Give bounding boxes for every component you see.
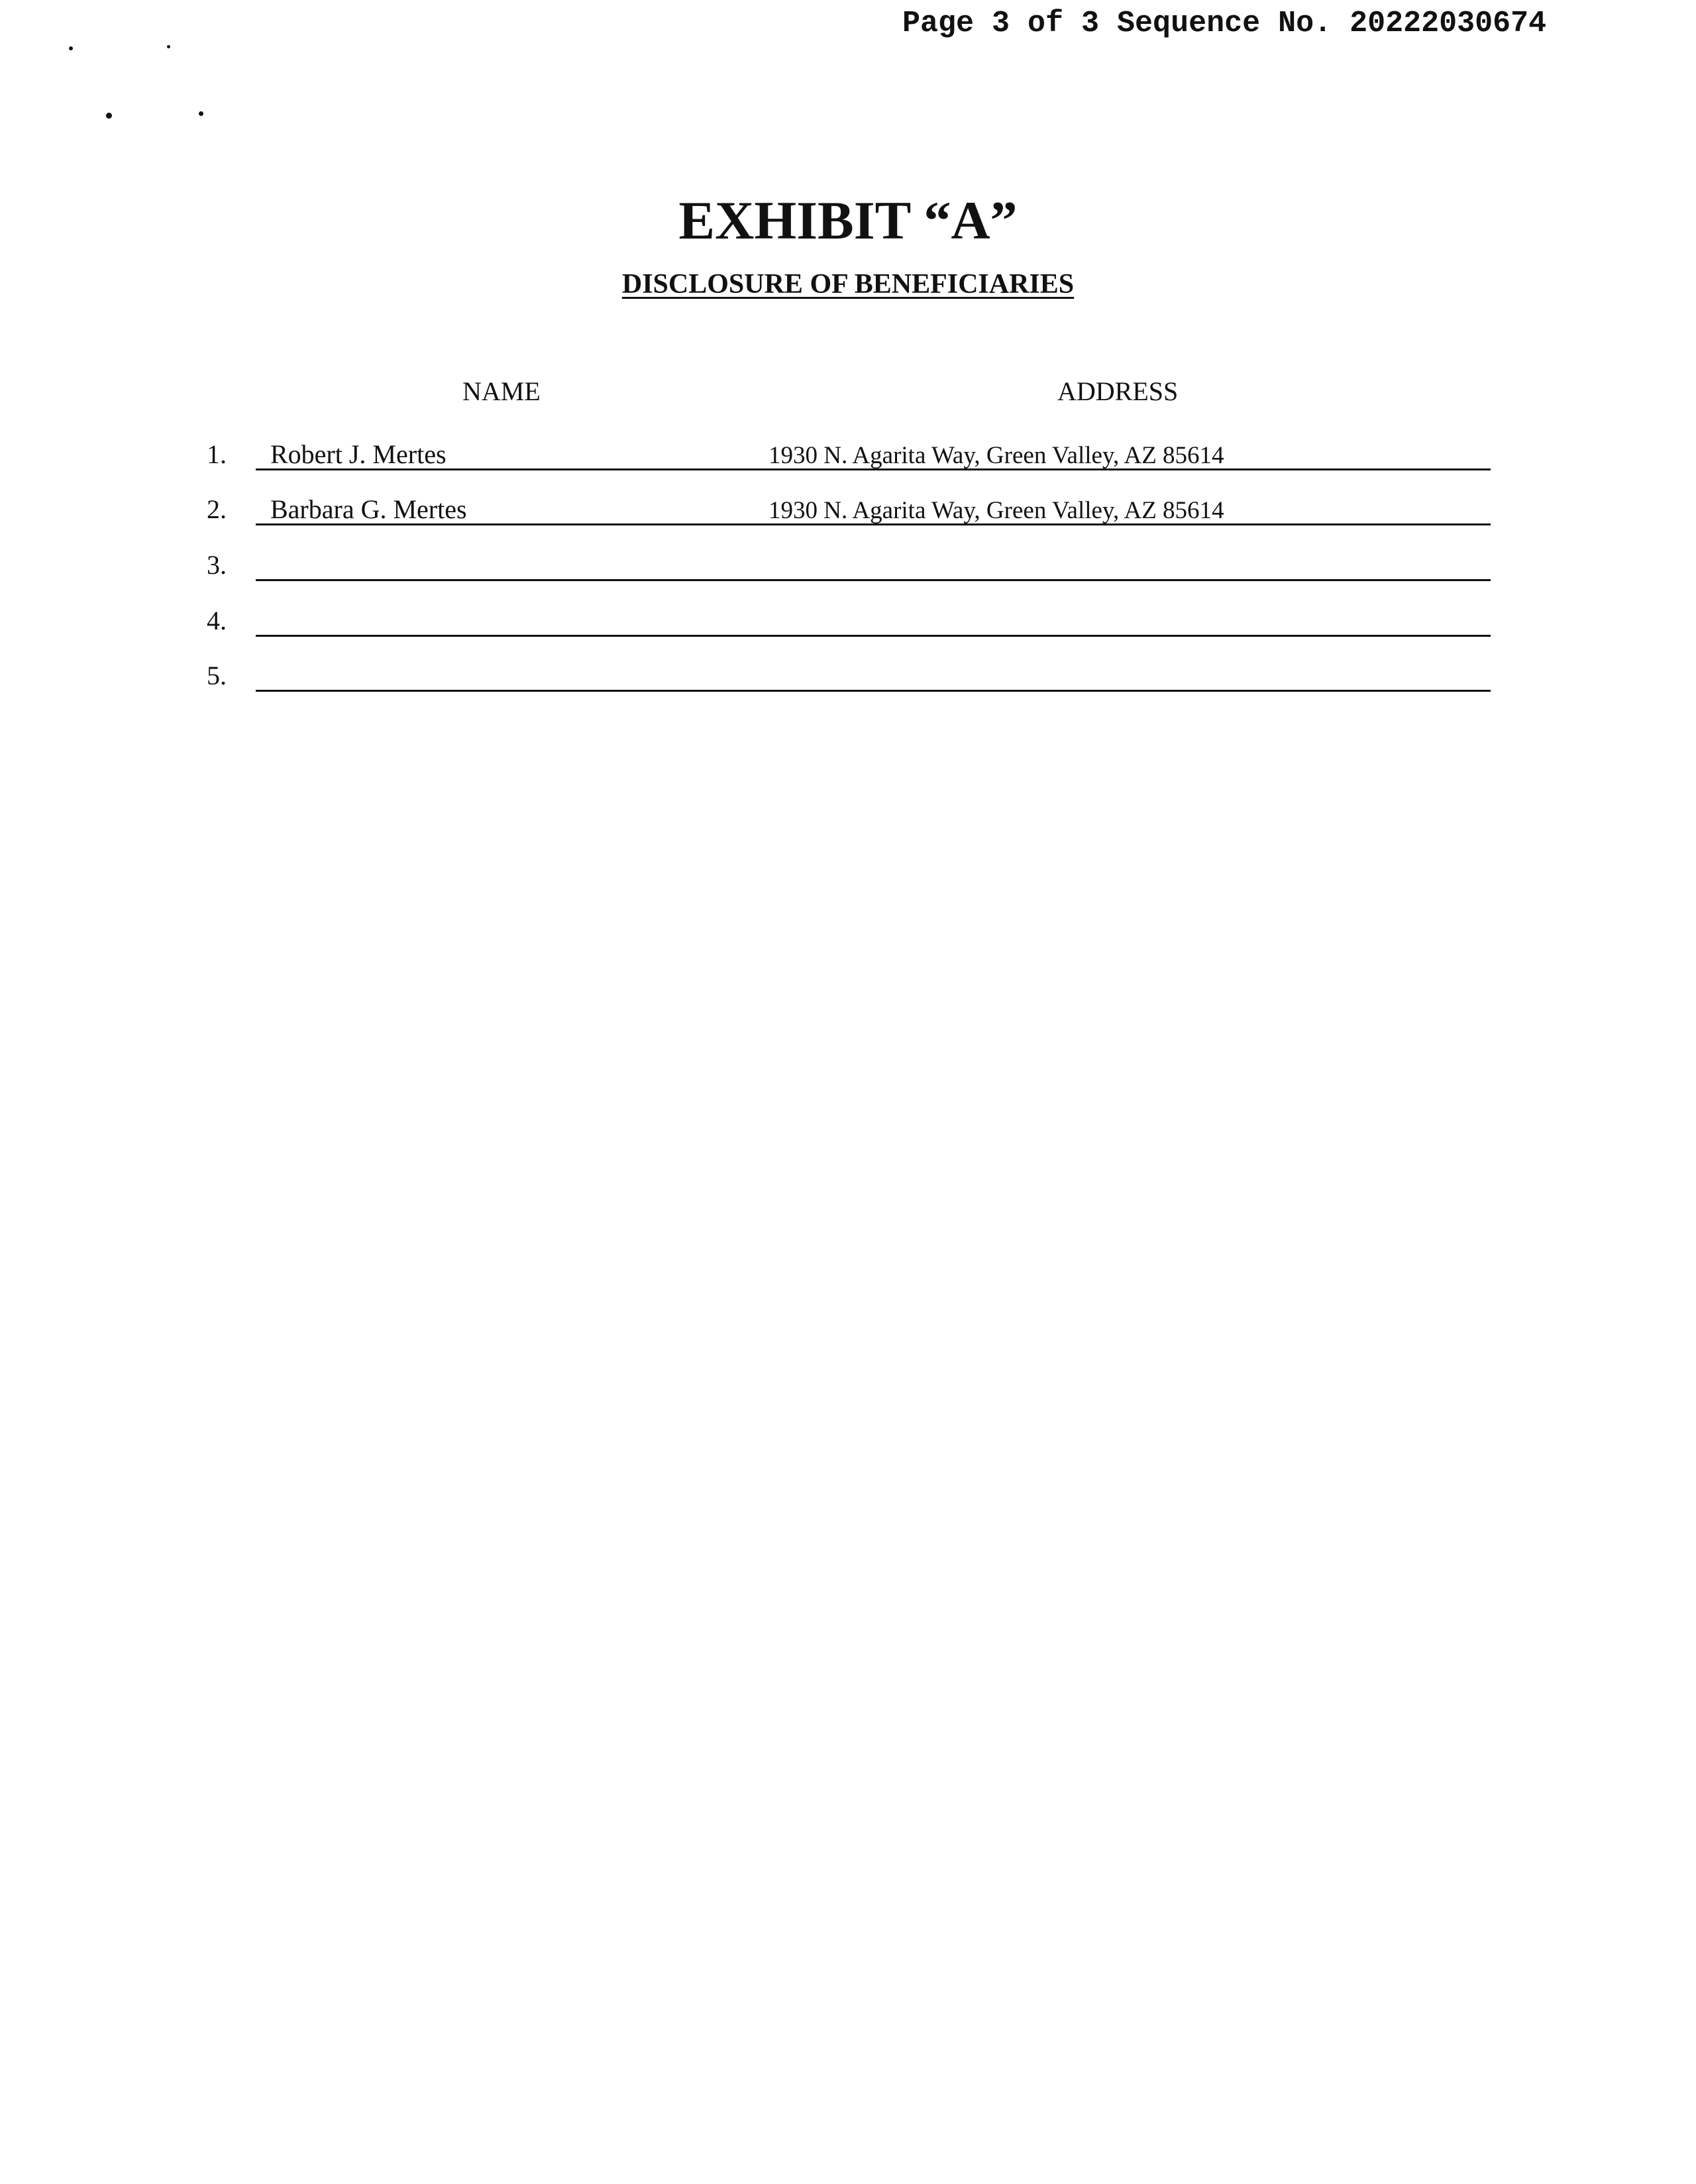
beneficiary-address: 1930 N. Agarita Way, Green Valley, AZ 85614 (768, 497, 1224, 524)
scan-speck (69, 46, 73, 50)
beneficiary-name: Robert J. Mertes (270, 439, 447, 469)
fill-line (256, 690, 1491, 692)
row-number: 3. (207, 550, 227, 580)
fill-line (256, 635, 1491, 637)
row-number: 2. (207, 494, 227, 524)
beneficiary-row (0, 492, 1696, 532)
exhibit-subtitle: DISCLOSURE OF BENEFICIARIES (621, 269, 1075, 300)
fill-line (256, 468, 1491, 470)
scan-speck (199, 111, 203, 116)
row-number: 5. (207, 661, 227, 690)
row-number: 4. (207, 606, 227, 635)
fill-line (256, 579, 1491, 581)
beneficiary-row (0, 437, 1696, 477)
scan-speck (167, 45, 170, 48)
beneficiary-name: Barbara G. Mertes (270, 494, 467, 524)
beneficiary-address: 1930 N. Agarita Way, Green Valley, AZ 85614 (768, 442, 1224, 469)
row-number: 1. (207, 439, 227, 469)
exhibit-title: EXHIBIT “A” (678, 190, 1018, 250)
column-header-name: NAME (462, 376, 541, 406)
column-header-address: ADDRESS (1057, 376, 1179, 406)
page-sequence-stamp: Page 3 of 3 Sequence No. 20222030674 (902, 7, 1547, 40)
beneficiary-row (0, 548, 1696, 588)
beneficiary-row (0, 604, 1696, 643)
scan-speck (106, 113, 112, 119)
beneficiary-row (0, 659, 1696, 698)
fill-line (256, 523, 1491, 525)
